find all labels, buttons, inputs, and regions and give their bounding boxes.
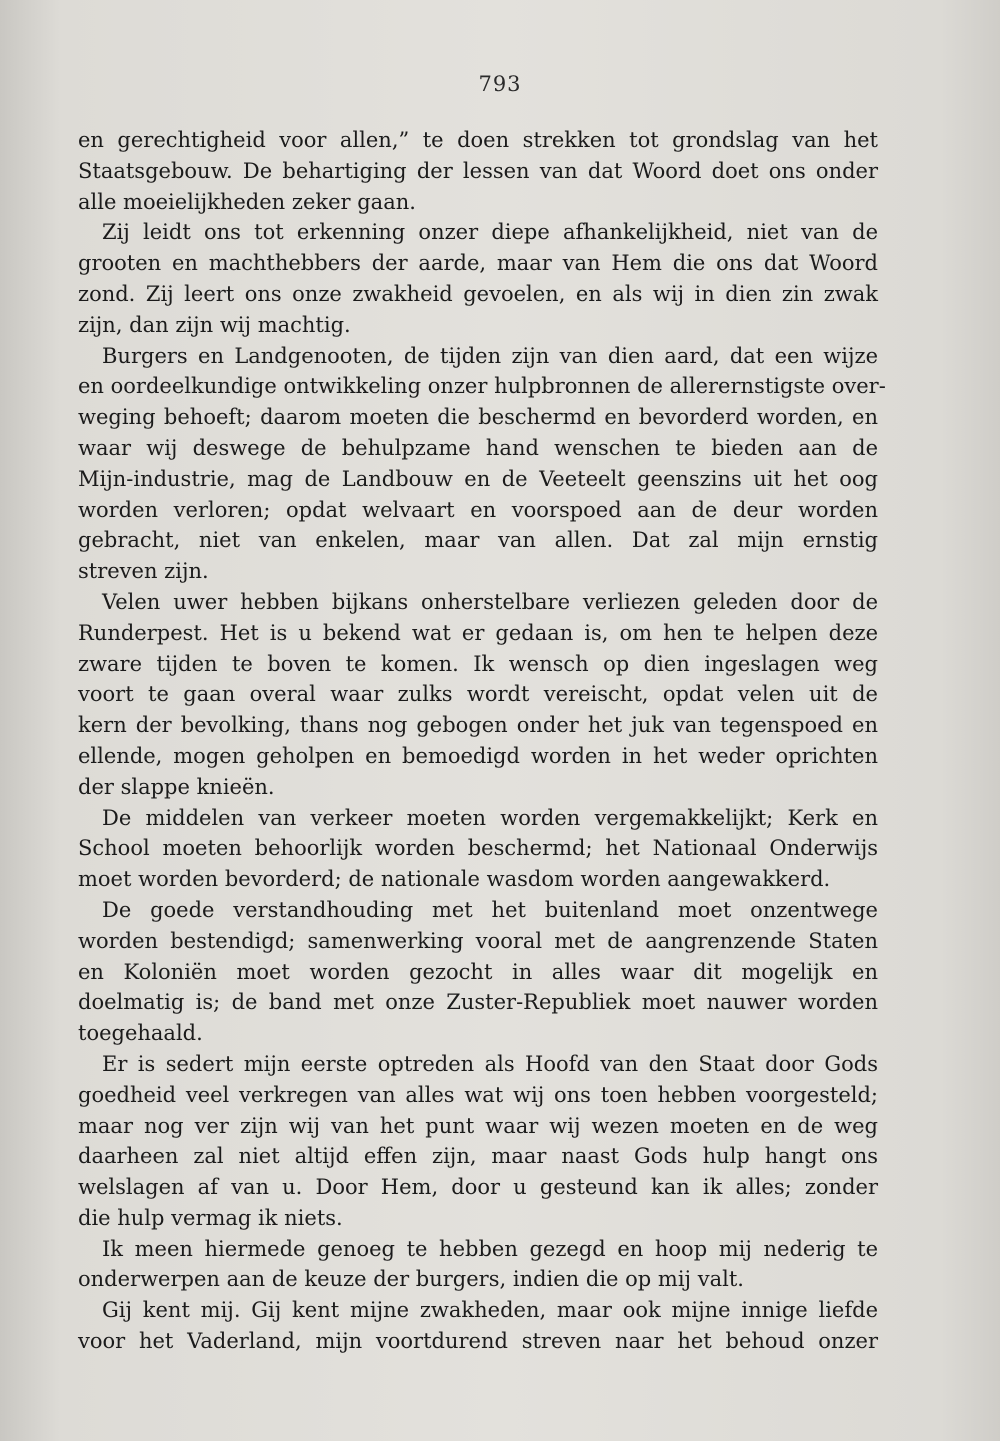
text-line: ellende, mogen geholpen en bemoedigd worden in het weder oprichten — [78, 743, 878, 768]
text-line: Er is sedert mijn eerste optreden als Hoofd van den Staat door Gods — [102, 1051, 878, 1076]
text-line: De middelen van verkeer moeten worden vergemakkelijkt; Kerk en — [102, 805, 878, 830]
text-line: maar nog ver zijn wij van het punt waar wij wezen moeten en de weg — [78, 1113, 878, 1138]
paragraph — [78, 1295, 878, 1357]
text-line: zond. Zij leert ons onze zwakheid gevoelen, en als wij in dien zin zwak — [78, 281, 878, 306]
text-line: streven zijn. — [78, 559, 209, 584]
text-line: en Koloniën moet worden gezocht in alles waar dit mogelijk en — [78, 959, 878, 984]
text-line: Mijn-industrie, mag de Landbouw en de Veeteelt geenszins uit het oog — [78, 466, 878, 491]
text-line: worden verloren; opdat welvaart en voorspoed aan de deur worden — [78, 497, 878, 522]
text-line: zijn, dan zijn wij machtig. — [78, 312, 351, 337]
text-line: gebracht, niet van enkelen, maar van allen. Dat zal mijn ernstig — [78, 528, 878, 553]
text-line: Staatsgebouw. De behartiging der lessen van dat Woord doet ons onder — [78, 158, 878, 183]
paragraph — [78, 895, 878, 1049]
text-line: voort te gaan overal waar zulks wordt vereischt, opdat velen uit de — [78, 682, 878, 707]
paragraph — [78, 1049, 878, 1234]
text-line: welslagen af van u. Door Hem, door u gesteund kan ik alles; zonder — [78, 1175, 878, 1200]
text-line: Ik meen hiermede genoeg te hebben gezegd en hoop mij nederig te — [102, 1236, 878, 1261]
text-line: die hulp vermag ik niets. — [78, 1205, 343, 1230]
paragraph — [78, 341, 886, 587]
text-line: goedheid veel verkregen van alles wat wij ons toen hebben voorgesteld; — [78, 1082, 878, 1107]
text-line: grooten en machthebbers der aarde, maar van Hem die ons dat Woord — [78, 251, 878, 276]
text-line: zware tijden te boven te komen. Ik wensch op dien ingeslagen weg — [78, 651, 878, 676]
text-line: toegehaald. — [78, 1021, 203, 1046]
text-line: daarheen zal niet altijd effen zijn, maar naast Gods hulp hangt ons — [78, 1144, 878, 1169]
text-line: voor het Vaderland, mijn voortdurend streven naar het behoud onzer — [78, 1329, 878, 1354]
paragraph — [78, 125, 878, 217]
text-line: moet worden bevorderd; de nationale wasdom worden aangewakkerd. — [78, 867, 831, 892]
text-line: De goede verstandhouding met het buitenland moet onzentwege — [102, 897, 878, 922]
text-line: worden bestendigd; samenwerking vooral met de aangrenzende Staten — [78, 928, 878, 953]
page-number: 793 — [478, 72, 522, 96]
text-line: waar wij deswege de behulpzame hand wenschen te bieden aan de — [78, 435, 878, 460]
text-line: onderwerpen aan de keuze der burgers, indien die op mij valt. — [78, 1267, 744, 1292]
paragraph — [78, 587, 878, 803]
text-line: en oordeelkundige ontwikkeling onzer hulpbronnen de allerernstigste over- — [78, 374, 886, 399]
text-line: Gij kent mij. Gij kent mijne zwakheden, maar ook mijne innige liefde — [102, 1298, 878, 1323]
text-line: en gerechtigheid voor allen,” te doen strekken tot grondslag van het — [78, 128, 878, 152]
text-line: der slappe knieën. — [78, 774, 275, 799]
text-line: Velen uwer hebben bijkans onherstelbare verliezen geleden door de — [102, 589, 878, 614]
text-line: Zij leidt ons tot erkenning onzer diepe afhankelijkheid, niet van de — [102, 220, 878, 245]
text-line: doelmatig is; de band met onze Zuster-Republiek moet nauwer worden — [78, 990, 878, 1015]
text-line: weging behoeft; daarom moeten die beschermd en bevorderd worden, en — [78, 405, 878, 430]
paragraph — [78, 1234, 878, 1296]
text-line: alle moeielijkheden zeker gaan. — [78, 189, 416, 214]
text-line: Runderpest. Het is u bekend wat er gedaan is, om hen te helpen deze — [78, 620, 878, 645]
paragraph — [78, 217, 878, 340]
text-line: Burgers en Landgenooten, de tijden zijn van dien aard, dat een wijze — [102, 343, 878, 368]
text-line: School moeten behoorlijk worden beschermd; het Nationaal Onderwijs — [78, 836, 878, 861]
paragraph — [78, 803, 878, 895]
body-text — [78, 125, 886, 1357]
text-line: kern der bevolking, thans nog gebogen onder het juk van tegenspoed en — [78, 713, 878, 738]
